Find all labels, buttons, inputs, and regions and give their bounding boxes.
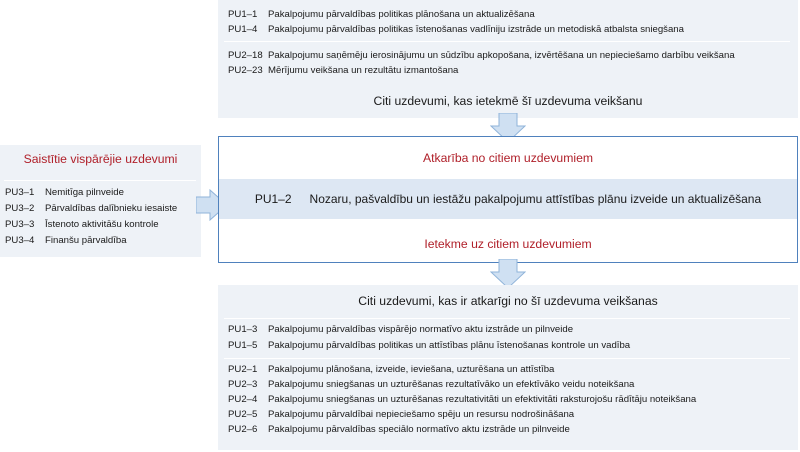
top-caption: Citi uzdevumi, kas ietekmē šī uzdevuma veikšanu [373,94,643,108]
list-item [228,323,573,336]
task-text: Nemitīga pilnveide [45,187,124,198]
list-item [228,393,696,406]
list-item [228,378,634,391]
list-item [228,423,570,436]
task-code: PU2–4 [228,394,258,405]
list-item [228,408,574,421]
task-code: PU3–4 [5,235,35,246]
task-code: PU1–1 [228,9,258,20]
task-code: PU3–1 [5,187,35,198]
task-text: Pakalpojumu pārvaldības vispārējo normatīvo aktu izstrāde un pilnveide [268,324,574,335]
task-code: PU2–6 [228,424,258,435]
divider [224,41,790,42]
task-text: Pakalpojumu pārvaldības politikas un attīstības plānu īstenošanas kontrole un vadība [268,340,631,351]
task-code: PU2–5 [228,409,258,420]
main-task-text: Nozaru, pašvaldību un iestāžu pakalpojumu attīstības plānu izveide un aktualizēšana [309,192,762,206]
task-text: Pakalpojumu pārvaldības speciālo normatīvo aktu izstrāde un pilnveide [268,424,570,435]
list-item [228,64,458,77]
task-code: PU2–23 [228,65,263,76]
left-panel-title: Saistītie vispārējie uzdevumi [23,152,178,166]
list-item [228,49,735,62]
dependency-label: Atkarība no citiem uzdevumiem [422,151,594,165]
left-panel [0,145,201,257]
task-code: PU1–3 [228,324,258,335]
task-text: Finanšu pārvaldība [45,235,127,246]
list-item [228,339,630,352]
top-panel [218,0,798,118]
bottom-panel [218,285,798,450]
task-text: Mērījumu veikšana un rezultātu izmantošana [268,65,459,76]
task-text: Pārvaldības dalībnieku iesaiste [45,203,178,214]
task-text: Pakalpojumu plānošana, izveide, ieviešana, uzturēšana un attīstība [268,364,555,375]
task-code: PU1–4 [228,24,258,35]
task-code: PU1–5 [228,340,258,351]
task-text: Īstenoto aktivitāšu kontrole [45,219,159,230]
task-code: PU3–3 [5,219,35,230]
main-task-code: PU1–2 [254,192,292,206]
task-text: Pakalpojumu saņēmēju ierosinājumu un sūdzību apkopošana, izvērtēšana un nepieciešamo darbību veikšana [268,50,735,61]
list-item [5,234,127,247]
list-item [5,202,177,215]
task-code: PU2–18 [228,50,263,61]
list-item [228,23,684,36]
task-code: PU3–2 [5,203,35,214]
task-code: PU2–3 [228,379,258,390]
task-text: Pakalpojumu pārvaldības politikas plānošana un aktualizēšana [268,9,535,20]
task-text: Pakalpojumu pārvaldības politikas īstenošanas vadlīniju izstrāde un metodiskā atbalsta sniegšana [268,24,684,35]
bottom-caption: Citi uzdevumi, kas ir atkarīgi no šī uzdevuma veikšanas [358,294,658,308]
central-task-box [218,136,798,263]
main-task-band [219,179,797,219]
list-item [5,186,124,199]
divider [224,358,790,359]
divider [224,318,790,319]
list-item [5,218,159,231]
task-text: Pakalpojumu sniegšanas un uzturēšanas rezultatīvāko un efektīvāko veidu noteikšana [268,379,635,390]
list-item [228,8,535,21]
influence-label: Ietekme uz citiem uzdevumiem [424,237,592,251]
main-task [219,192,797,206]
task-text: Pakalpojumu pārvaldībai nepieciešamo spēju un resursu nodrošināšana [268,409,575,420]
divider [4,180,196,181]
task-text: Pakalpojumu sniegšanas un uzturēšanas rezultativitāti un efektivitāti raksturojošu rādītāju noteikšana [268,394,697,405]
task-code: PU2–1 [228,364,258,375]
list-item [228,363,554,376]
